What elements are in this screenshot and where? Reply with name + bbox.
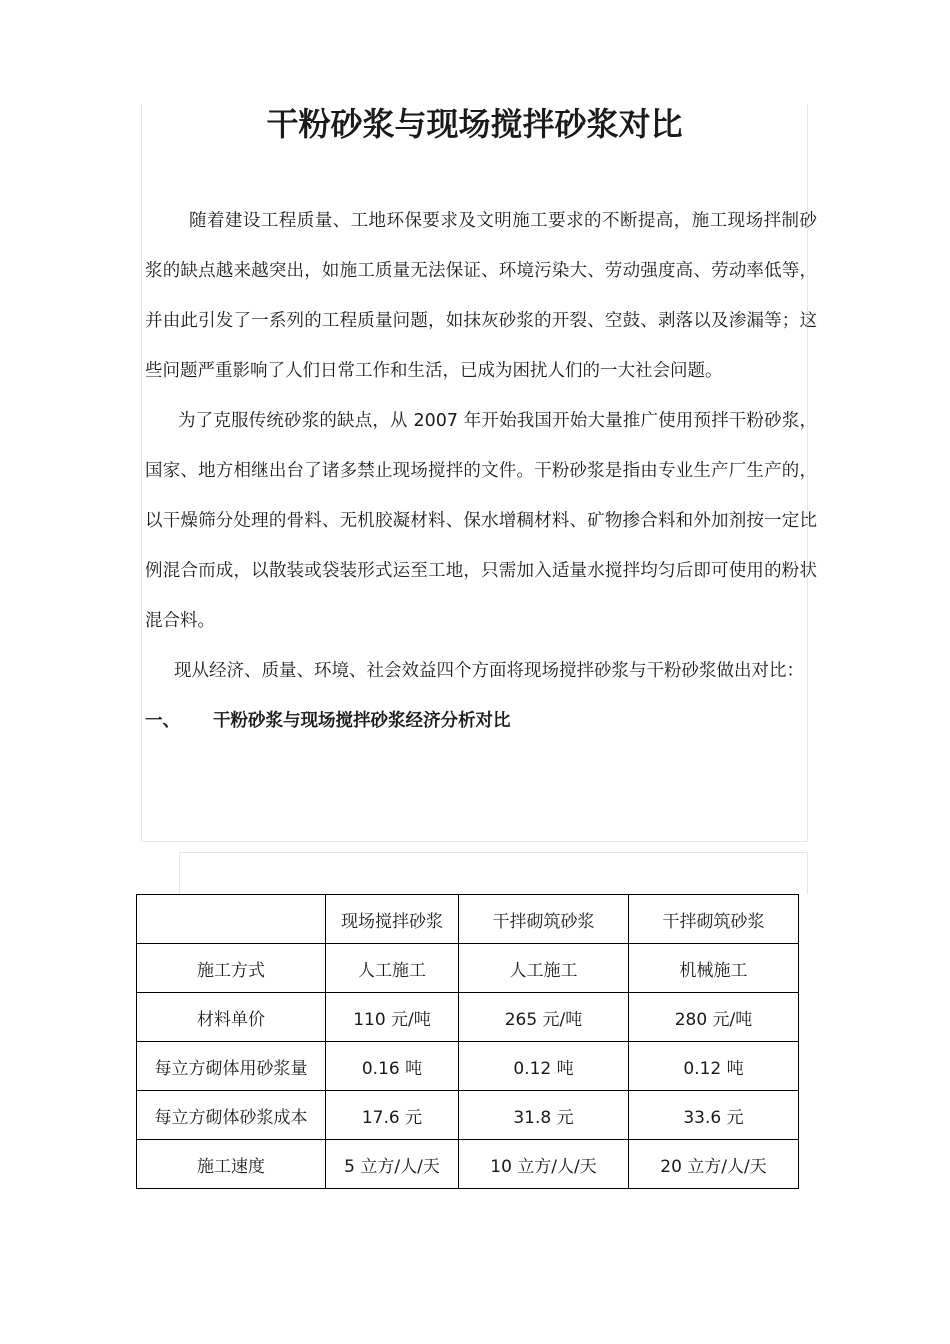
table-row-label: 施工速度 — [137, 1140, 326, 1189]
section-heading-text: 干粉砂浆与现场搅拌砂浆经济分析对比 — [213, 711, 511, 731]
table-cell: 0.12 吨 — [629, 1042, 799, 1091]
table-cell: 机械施工 — [629, 944, 799, 993]
table-row-label: 每立方砌体用砂浆量 — [137, 1042, 326, 1091]
table-row-label: 每立方砌体砂浆成本 — [137, 1091, 326, 1140]
table-cell: 280 元/吨 — [629, 993, 799, 1042]
table-caption-frame — [179, 852, 808, 894]
table-row-label: 材料单价 — [137, 993, 326, 1042]
table-header-cell: 现场搅拌砂浆 — [326, 895, 459, 944]
table-row — [137, 1042, 799, 1091]
section-number: 一、 — [145, 711, 180, 731]
paragraph-comparison-lead: 现从经济、质量、环境、社会效益四个方面将现场搅拌砂浆与干粉砂浆做出对比： — [174, 661, 804, 681]
table-row-label: 施工方式 — [137, 944, 326, 993]
table-header-cell: 干拌砌筑砂浆 — [629, 895, 799, 944]
paragraph-intro: 随着建设工程质量、工地环保要求及文明施工要求的不断提高，施工现场拌制砂浆的缺点越来越突出，如施工质量无法保证、环境污染大、劳动强度高、劳动率低等，并由此引发了一系列的工程质量问题，如抹灰砂浆的开裂、空鼓、剥落以及渗漏等；这些问题严重影响了人们日常工作和生活，已成为困扰人们的一大社会问题。 — [145, 211, 817, 381]
section-heading — [145, 696, 817, 746]
table-row — [137, 1140, 799, 1189]
document-body — [145, 196, 817, 746]
table-cell: 265 元/吨 — [459, 993, 629, 1042]
table-row — [137, 1091, 799, 1140]
table-row — [137, 944, 799, 993]
table-cell: 17.6 元 — [326, 1091, 459, 1140]
table-row — [137, 993, 799, 1042]
table-header-row — [137, 895, 799, 944]
comparison-table — [136, 894, 799, 1189]
table-cell: 5 立方/人/天 — [326, 1140, 459, 1189]
table-cell: 20 立方/人/天 — [629, 1140, 799, 1189]
table-cell: 33.6 元 — [629, 1091, 799, 1140]
table-cell: 0.12 吨 — [459, 1042, 629, 1091]
table-cell: 人工施工 — [326, 944, 459, 993]
table-cell: 110 元/吨 — [326, 993, 459, 1042]
table-cell: 人工施工 — [459, 944, 629, 993]
table-cell: 0.16 吨 — [326, 1042, 459, 1091]
table-header-cell: 干拌砌筑砂浆 — [459, 895, 629, 944]
table-cell: 31.8 元 — [459, 1091, 629, 1140]
document-title: 干粉砂浆与现场搅拌砂浆对比 — [266, 105, 683, 143]
table-header-cell — [137, 895, 326, 944]
paragraph-dry-mortar: 为了克服传统砂浆的缺点，从 2007 年开始我国开始大量推广使用预拌干粉砂浆，国家、地方相继出台了诸多禁止现场搅拌的文件。干粉砂浆是指由专业生产厂生产的，以干燥筛分处理的骨料、无机胶凝材料、保水增稠材料、矿物掺合料和外加剂按一定比例混合而成，以散装或袋装形式运至工地，只需加入适量水搅拌均匀后即可使用的粉状混合料。 — [145, 411, 817, 631]
table-cell: 10 立方/人/天 — [459, 1140, 629, 1189]
